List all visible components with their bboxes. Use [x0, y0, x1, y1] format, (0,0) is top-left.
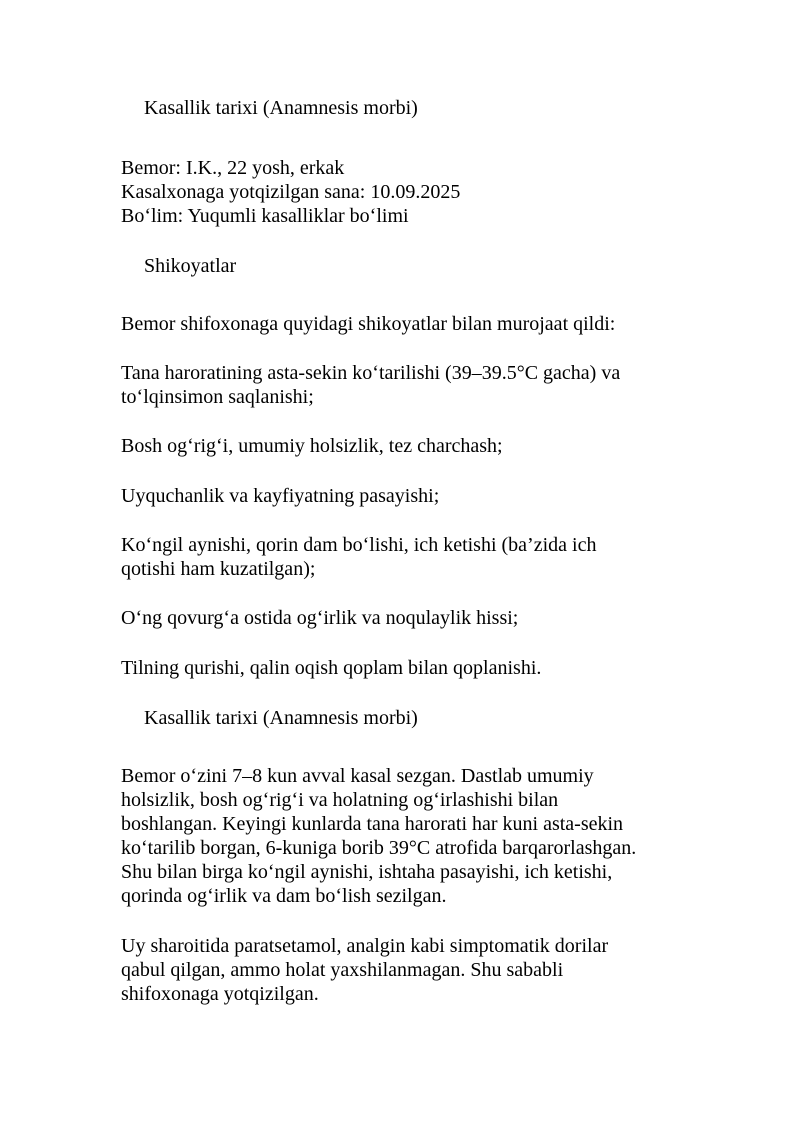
history-paragraph [121, 764, 710, 908]
patient-line: Bemor: I.K., 22 yosh, erkak [121, 157, 345, 179]
history-line: Shu bilan birga ko‘ngil aynishi, ishtaha pasayishi, ich ketishi, [121, 861, 613, 883]
treatment-line: qabul qilgan, ammo holat yaxshilanmagan. Shu sababli [121, 959, 564, 981]
treatment-paragraph [121, 934, 710, 1006]
admission-date-line: Kasalxonaga yotqizilgan sana: 10.09.2025 [121, 181, 461, 203]
complaint-item: O‘ng qovurg‘a ostida og‘irlik va noqulaylik hissi; [121, 607, 519, 629]
complaint-item [121, 361, 710, 409]
complaint-item: Bosh og‘rig‘i, umumiy holsizlik, tez charchash; [121, 435, 503, 457]
department-line: Bo‘lim: Yuqumli kasalliklar bo‘limi [121, 205, 409, 227]
complaint-item: Uyquchanlik va kayfiyatning pasayishi; [121, 485, 440, 507]
heading-complaints: Shikoyatlar [144, 255, 237, 277]
history-line: Bemor o‘zini 7–8 kun avval kasal sezgan. Dastlab umumiy [121, 765, 594, 787]
heading-anamnesis-2: Kasallik tarixi (Anamnesis morbi) [144, 707, 418, 729]
complaint-text: to‘lqinsimon saqlanishi; [121, 386, 314, 408]
complaint-text: qotishi ham kuzatilgan); [121, 558, 316, 580]
complaint-text: Tana haroratining asta-sekin ko‘tarilishi (39–39.5°C gacha) va [121, 362, 621, 384]
complaint-item [121, 533, 710, 581]
complaints-intro: Bemor shifoxonaga quyidagi shikoyatlar bilan murojaat qildi: [121, 313, 616, 335]
history-line: boshlangan. Keyingi kunlarda tana harorati har kuni asta-sekin [121, 813, 624, 835]
heading-anamnesis: Kasallik tarixi (Anamnesis morbi) [144, 97, 418, 119]
complaint-text: Ko‘ngil aynishi, qorin dam bo‘lishi, ich ketishi (ba’zida ich [121, 534, 597, 556]
treatment-line: shifoxonaga yotqizilgan. [121, 983, 319, 1005]
history-line: ko‘tarilib borgan, 6-kuniga borib 39°C atrofida barqarorlashgan. [121, 837, 637, 859]
treatment-line: Uy sharoitida paratsetamol, analgin kabi simptomatik dorilar [121, 935, 609, 957]
history-line: holsizlik, bosh og‘rig‘i va holatning og‘irlashishi bilan [121, 789, 559, 811]
complaint-item: Tilning qurishi, qalin oqish qoplam bilan qoplanishi. [121, 657, 542, 679]
history-line: qorinda og‘irlik va dam bo‘lish sezilgan. [121, 885, 447, 907]
patient-info [121, 156, 710, 228]
